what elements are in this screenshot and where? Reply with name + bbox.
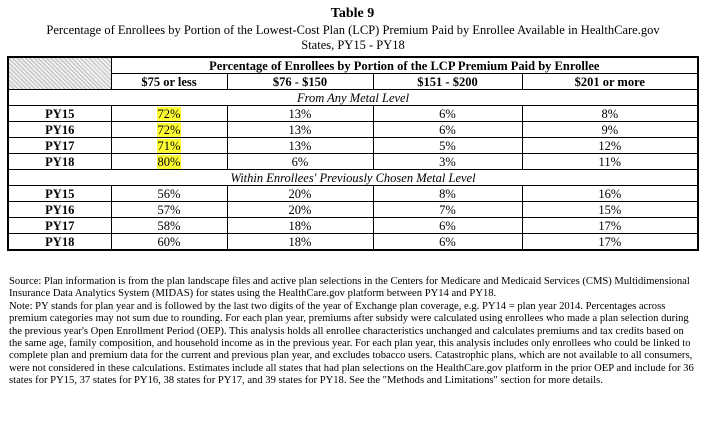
table-cell: 3% [373,154,522,170]
table-row [8,218,698,234]
section-label: Within Enrollees' Previously Chosen Metal Level [8,170,698,186]
header-row-main [8,57,698,74]
table-cell: 8% [522,106,698,122]
subtitle-line-1: Percentage of Enrollees by Portion of the Lowest-Cost Plan (LCP) Premium Paid by Enrollee Available in HealthCare.gov [46,23,660,37]
table-cell [111,122,227,138]
table-cell: 8% [373,186,522,202]
highlighted-value: 71% [157,138,181,153]
table-cell: 6% [227,154,373,170]
table-cell: 5% [373,138,522,154]
table-cell: 7% [373,202,522,218]
source-note: Source: Plan information is from the plan landscape files and active plan selections in the Centers for Medicare and Medicaid Services (CMS) Multidimensional Insurance Data Analytics System (MIDAS) for states using the HealthCare.gov platform between PY14 and PY18. [9,276,690,300]
table-cell: 20% [227,202,373,218]
column-header-75-or-less: $75 or less [111,74,227,90]
column-header-151-200: $151 - $200 [373,74,522,90]
highlighted-value: 72% [157,106,181,121]
table-cell: 58% [111,218,227,234]
table-cell: 20% [227,186,373,202]
table-cell [111,106,227,122]
general-note: Note: PY stands for plan year and is followed by the last two digits of the year of Exchange plan coverage, e.g. PY14 = plan year 2014. Percentages across premium categories may not sum due to rounding. For each plan year, premiums after subsidy were calculated using enrollees who made a plan selection during the previous year's Open Enrollment Period (OEP). This analysis holds all enrollee characteristics unchanged and calculates premiums and tax credits based on the same age, family composition, and household income as in the previous year. For each plan year, this analysis includes only enrollees who could be linked to complete plan and premium data for the current and previous plan year, and excludes tobacco users. Catastrophic plans, which are not available to all consumers, were not considered in these calculations. Estimates include all states that had plan selections on the HealthCare.gov platform in the prior OEP and include for 36 states for PY15, 37 states for PY16, 38 states for PY17, and 39 states for PY18. See the "Methods and Limitations" section for more details. [9,300,694,387]
table-cell: 57% [111,202,227,218]
table-cell [111,154,227,170]
table-cell: 11% [522,154,698,170]
table-cell: 56% [111,186,227,202]
subtitle-line-2: States, PY15 - PY18 [301,38,405,52]
table-cell: 6% [373,106,522,122]
table-cell: 18% [227,234,373,251]
table-cell: 12% [522,138,698,154]
section-header-row [8,90,698,106]
row-year-label: PY17 [8,138,111,154]
table-cell: 18% [227,218,373,234]
row-year-label: PY16 [8,202,111,218]
table-title: Table 9 [330,6,375,21]
row-year-label: PY15 [8,186,111,202]
highlighted-value: 80% [157,154,181,169]
header-corner [8,57,111,90]
table-cell: 17% [522,234,698,251]
table-body [8,57,698,250]
table-cell: 60% [111,234,227,251]
row-year-label: PY18 [8,234,111,251]
table-row [8,186,698,202]
notes-block [9,276,697,388]
header-row-categories [8,74,698,90]
column-header-76-150: $76 - $150 [227,74,373,90]
row-year-label: PY16 [8,122,111,138]
table-cell [111,138,227,154]
table-row [8,138,698,154]
table-row [8,202,698,218]
section-header-row [8,170,698,186]
table-cell: 13% [227,122,373,138]
table-cell: 9% [522,122,698,138]
table-subtitle [8,23,698,53]
enrollee-premium-table [7,56,699,251]
column-header-201-or-more: $201 or more [522,74,698,90]
table-cell: 6% [373,218,522,234]
main-column-header: Percentage of Enrollees by Portion of the LCP Premium Paid by Enrollee [111,57,698,74]
table-row [8,234,698,251]
table-cell: 6% [373,234,522,251]
row-year-label: PY18 [8,154,111,170]
table-row [8,122,698,138]
row-year-label: PY15 [8,106,111,122]
table-cell: 15% [522,202,698,218]
table-cell: 17% [522,218,698,234]
table-row [8,106,698,122]
table-cell: 13% [227,138,373,154]
table-row [8,154,698,170]
highlighted-value: 72% [157,122,181,137]
section-label: From Any Metal Level [8,90,698,106]
table-cell: 16% [522,186,698,202]
table-cell: 13% [227,106,373,122]
table-cell: 6% [373,122,522,138]
row-year-label: PY17 [8,218,111,234]
